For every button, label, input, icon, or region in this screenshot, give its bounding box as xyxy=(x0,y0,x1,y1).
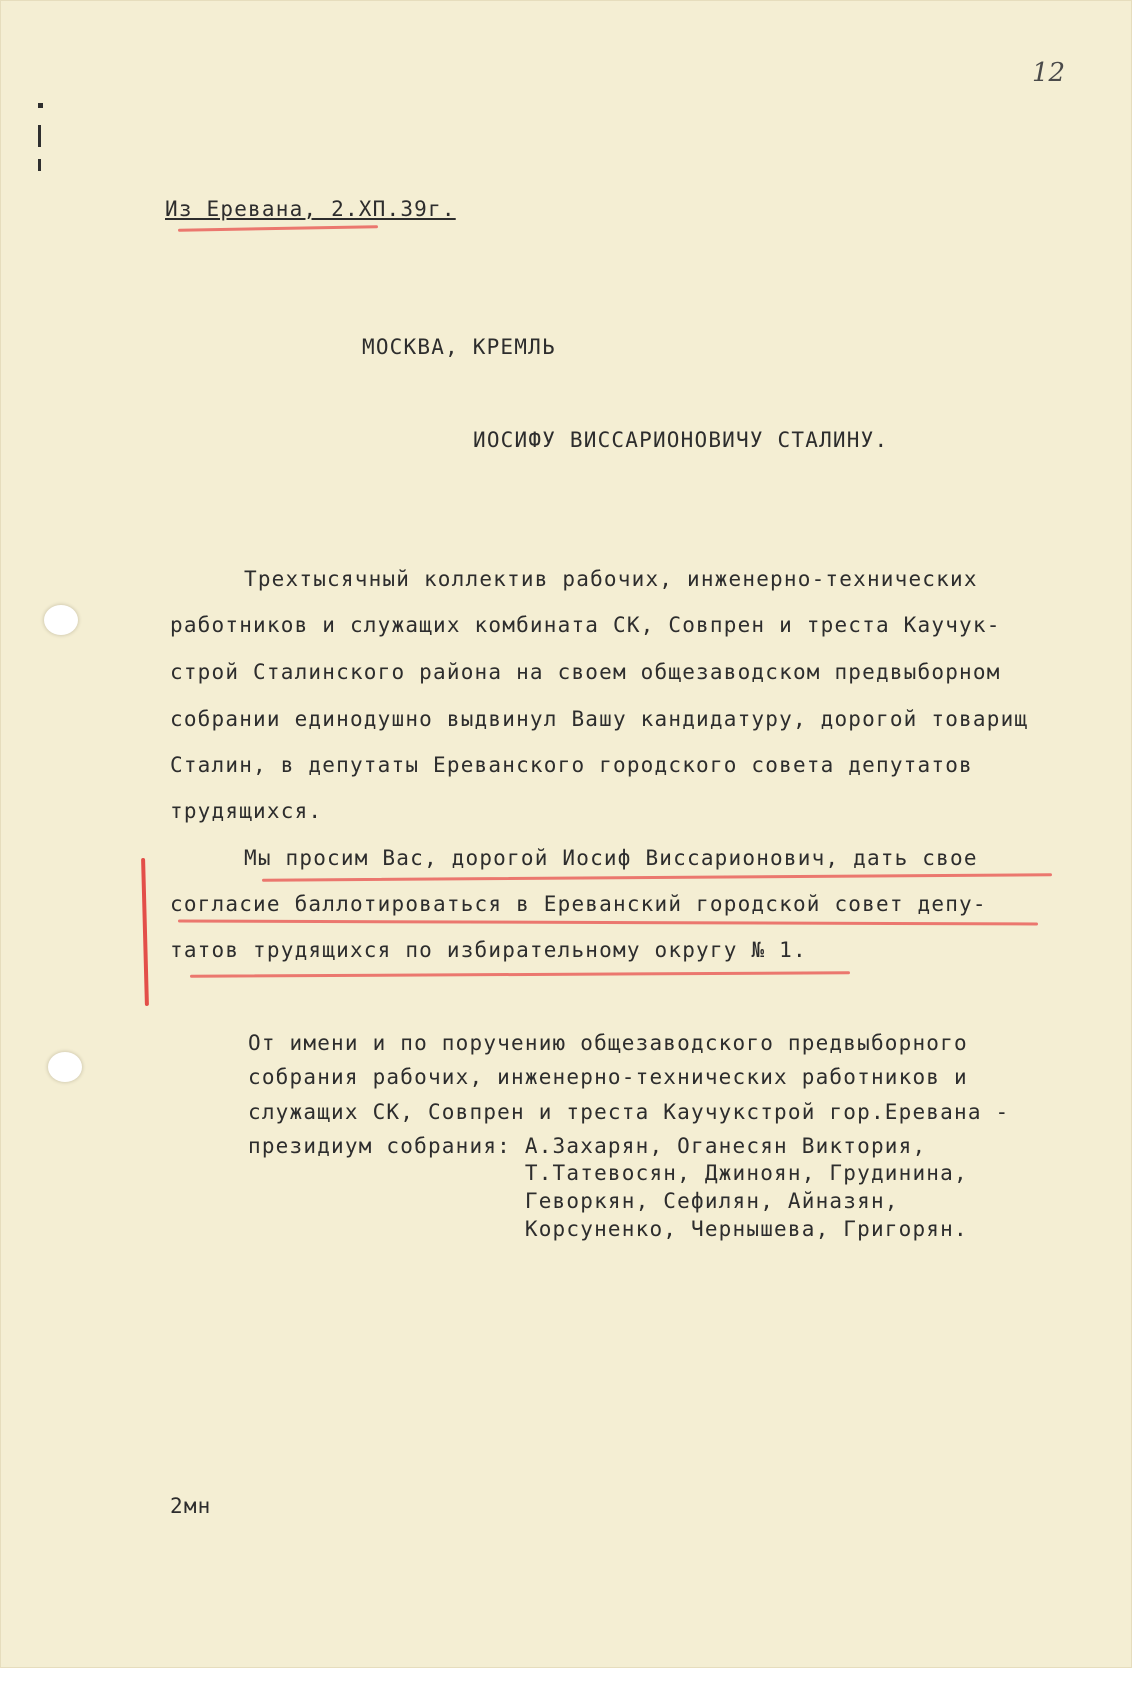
paragraph-line: Трехтысячный коллектив рабочих, инженерно-технических xyxy=(244,567,978,591)
signature-line: собрания рабочих, инженерно-технических работников и xyxy=(248,1065,968,1089)
punch-hole xyxy=(48,1052,82,1082)
margin-mark xyxy=(38,159,41,171)
scan-border xyxy=(0,1668,1146,1682)
address-line-2: ИОСИФУ ВИССАРИОНОВИЧУ СТАЛИНУ. xyxy=(473,428,889,452)
signature-line: Корсуненко, Чернышева, Григорян. xyxy=(248,1217,968,1241)
red-margin-mark xyxy=(141,858,149,1006)
archive-page-number: 12 xyxy=(1032,58,1066,88)
request-line: Мы просим Вас, дорогой Иосиф Виссарионович, дать свое xyxy=(244,846,978,870)
signature-line: президиум собрания: А.Захарян, Оганесян Виктория, xyxy=(248,1134,927,1158)
footer-code: 2мн xyxy=(170,1494,212,1518)
place-date-line: Из Еревана, 2.ХП.39г. xyxy=(165,197,456,221)
red-underline xyxy=(262,873,1052,882)
signature-line: Т.Татевосян, Джиноян, Грудинина, xyxy=(248,1161,968,1185)
signature-line: служащих СК, Совпрен и треста Каучукстрой гор.Еревана - xyxy=(248,1100,1010,1124)
paragraph-line: работников и служащих комбината СК, Совпрен и треста Каучук- xyxy=(170,613,1001,637)
paragraph-line: трудящихся. xyxy=(170,799,323,823)
paragraph-line: собрании единодушно выдвинул Вашу кандидатуру, дорогой товарищ xyxy=(170,707,1029,731)
request-line: татов трудящихся по избирательному округу № 1. xyxy=(170,938,807,962)
red-underline xyxy=(190,971,850,977)
paragraph-line: строй Сталинского района на своем общезаводском предвыборном xyxy=(170,660,1001,684)
scan-border xyxy=(1132,0,1146,1682)
punch-hole xyxy=(44,605,78,635)
paragraph-line: Сталин, в депутаты Ереванского городского совета депутатов xyxy=(170,753,973,777)
request-line: согласие баллотироваться в Ереванский городской совет депу- xyxy=(170,892,987,916)
address-line-1: МОСКВА, КРЕМЛЬ xyxy=(362,335,556,359)
margin-mark xyxy=(38,103,43,108)
signature-line: От имени и по поручению общезаводского предвыборного xyxy=(248,1031,968,1055)
signature-line: Геворкян, Сефилян, Айназян, xyxy=(248,1189,899,1213)
margin-mark xyxy=(38,125,41,147)
red-underline xyxy=(178,225,378,231)
red-underline xyxy=(178,919,1038,925)
